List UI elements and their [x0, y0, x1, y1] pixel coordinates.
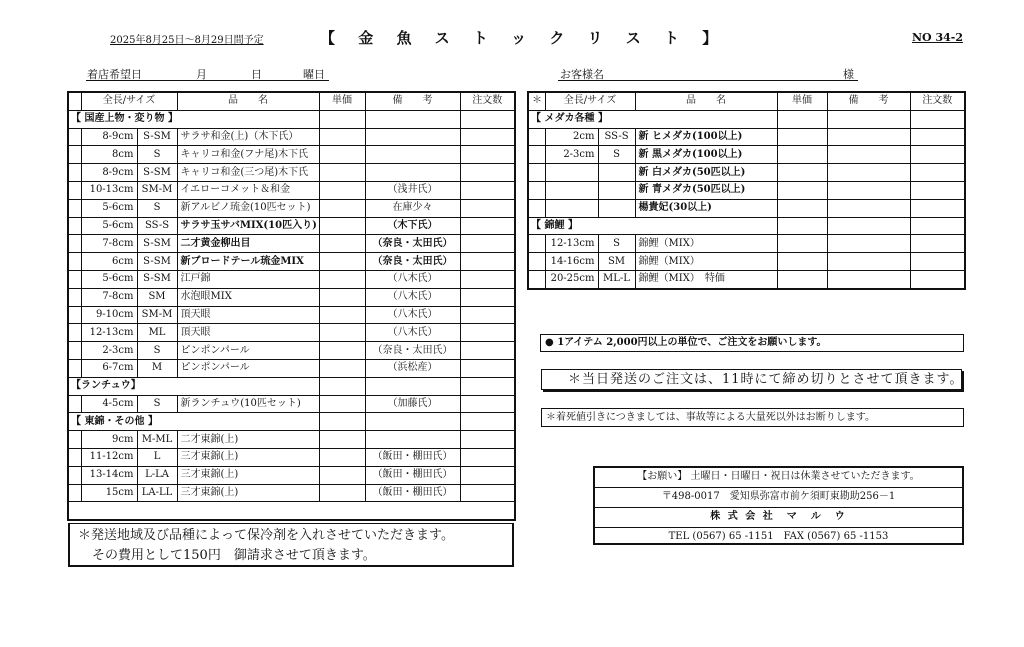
day-label: 日 [251, 68, 262, 81]
section-heading: 【 メダカ各種 】 [528, 110, 777, 128]
size-cell: S-SM [137, 164, 177, 182]
item-name-cell: キャリコ和金(フナ尾)木下氏 [177, 146, 319, 164]
size-cell: M [137, 359, 177, 377]
star-cell[interactable] [528, 199, 545, 217]
qty-cell[interactable] [460, 324, 515, 342]
qty-cell[interactable] [910, 181, 965, 199]
remarks-cell [827, 164, 910, 182]
qty-cell[interactable] [460, 288, 515, 306]
table-row [68, 306, 515, 324]
size-cell: LA-LL [137, 484, 177, 502]
star-cell[interactable] [68, 342, 81, 360]
price-cell[interactable] [319, 342, 365, 360]
size-cell: S [137, 342, 177, 360]
remarks-cell: （木下氏） [365, 217, 460, 235]
size-cell: S-SM [137, 128, 177, 146]
price-cell[interactable] [319, 431, 365, 449]
remarks-cell [365, 377, 460, 395]
qty-cell[interactable] [910, 164, 965, 182]
price-cell[interactable] [319, 164, 365, 182]
table-row [68, 181, 515, 199]
size-cell: L [137, 448, 177, 466]
star-cell[interactable] [528, 235, 545, 253]
same-day-deadline-note: ＊当日発送のご注文は、11時にて締め切りとさせて頂きます。 [541, 369, 962, 390]
qty-cell[interactable] [460, 448, 515, 466]
table-row [528, 164, 965, 182]
qty-cell[interactable] [460, 199, 515, 217]
length-cell: 12-13cm [545, 235, 598, 253]
length-cell [545, 181, 598, 199]
month-label: 月 [196, 68, 207, 81]
price-cell[interactable] [319, 110, 365, 128]
length-cell: 2-3cm [545, 146, 598, 164]
item-name-cell: 頂天眼 [177, 324, 319, 342]
price-cell[interactable] [319, 288, 365, 306]
star-column-header: ＊ [528, 92, 545, 110]
table-row [68, 288, 515, 306]
star-cell[interactable] [68, 306, 81, 324]
length-cell: 5-6cm [81, 199, 137, 217]
qty-cell[interactable] [460, 377, 515, 395]
remarks-cell [827, 181, 910, 199]
size-cell [598, 164, 635, 182]
qty-cell[interactable] [910, 146, 965, 164]
length-cell: 12-13cm [81, 324, 137, 342]
qty-column-header: 注文数 [910, 92, 965, 110]
cooling-note-line-2: その費用として150円 御請求させて頂きます。 [92, 548, 376, 563]
star-cell[interactable] [68, 270, 81, 288]
qty-cell[interactable] [460, 306, 515, 324]
price-cell[interactable] [319, 270, 365, 288]
table-row [68, 431, 515, 449]
section-heading: 【 東錦・その他 】 [68, 413, 319, 431]
remarks-cell [365, 110, 460, 128]
item-name-cell: 頂天眼 [177, 306, 319, 324]
price-cell[interactable] [319, 128, 365, 146]
company-info-box [593, 466, 964, 545]
length-cell: 6cm [81, 253, 137, 271]
qty-cell[interactable] [460, 270, 515, 288]
table-header-row [68, 92, 515, 110]
goldfish-stock-table [67, 91, 516, 521]
size-cell: SM [137, 288, 177, 306]
length-cell: 9-10cm [81, 306, 137, 324]
qty-cell[interactable] [460, 110, 515, 128]
star-cell[interactable] [68, 448, 81, 466]
arrival-date-field[interactable] [86, 80, 329, 81]
qty-cell[interactable] [910, 199, 965, 217]
qty-cell[interactable] [460, 395, 515, 413]
length-cell: 8cm [81, 146, 137, 164]
length-cell: 7-8cm [81, 288, 137, 306]
table-row [528, 270, 965, 288]
star-cell[interactable] [68, 128, 81, 146]
star-cell[interactable] [528, 164, 545, 182]
size-cell: L-LA [137, 466, 177, 484]
item-name-cell: 三才東錦(上) [177, 466, 319, 484]
price-cell[interactable] [319, 466, 365, 484]
star-cell[interactable] [68, 146, 81, 164]
remarks-cell [365, 164, 460, 182]
remarks-cell: （加藤氏） [365, 395, 460, 413]
price-cell[interactable] [319, 217, 365, 235]
remarks-cell [827, 253, 910, 271]
qty-cell[interactable] [460, 484, 515, 502]
remarks-cell [827, 146, 910, 164]
size-cell: S [137, 199, 177, 217]
table-row [68, 448, 515, 466]
price-cell[interactable] [319, 377, 365, 395]
price-cell[interactable] [319, 181, 365, 199]
qty-cell[interactable] [460, 146, 515, 164]
price-cell[interactable] [319, 324, 365, 342]
blank-cell [68, 502, 515, 520]
blank-row [68, 502, 515, 520]
minimum-order-note: ● 1アイテム 2,000円以上の単位で、ご注文をお願いします。 [540, 334, 964, 352]
star-cell[interactable] [68, 235, 81, 253]
price-cell[interactable] [319, 448, 365, 466]
length-cell: 5-6cm [81, 270, 137, 288]
holiday-notice: 【お願い】 土曜日・日曜日・祝日は休業させていただきます。 [595, 468, 962, 488]
item-name-cell: 三才東錦(上) [177, 484, 319, 502]
table-row [68, 270, 515, 288]
star-cell[interactable] [68, 359, 81, 377]
size-cell: SM [598, 253, 635, 271]
remarks-cell [827, 217, 910, 235]
item-name-cell: 新 黒メダカ(100以上) [635, 146, 777, 164]
price-cell[interactable] [777, 181, 827, 199]
length-cell [545, 199, 598, 217]
price-cell[interactable] [319, 253, 365, 271]
price-cell[interactable] [777, 128, 827, 146]
star-cell[interactable] [68, 253, 81, 271]
table-row [68, 466, 515, 484]
remarks-cell: （奈良・太田氏） [365, 235, 460, 253]
price-column-header: 単価 [319, 92, 365, 110]
star-cell[interactable] [528, 270, 545, 288]
price-cell[interactable] [777, 164, 827, 182]
table-header-row [528, 92, 965, 110]
qty-cell[interactable] [460, 413, 515, 431]
table-row [528, 235, 965, 253]
size-cell: SS-S [598, 128, 635, 146]
section-heading: 【 錦鯉 】 [528, 217, 777, 235]
price-cell[interactable] [319, 146, 365, 164]
length-cell: 4-5cm [81, 395, 137, 413]
size-cell: S [137, 146, 177, 164]
remarks-cell: （飯田・棚田氏） [365, 448, 460, 466]
table-row [68, 128, 515, 146]
item-name-cell: 楊貴妃(30以上) [635, 199, 777, 217]
qty-cell[interactable] [910, 128, 965, 146]
star-cell[interactable] [68, 395, 81, 413]
star-cell[interactable] [68, 164, 81, 182]
table-row [68, 217, 515, 235]
table-row [68, 164, 515, 182]
section-heading: 【 国産上物・変り物 】 [68, 110, 319, 128]
qty-column-header: 注文数 [460, 92, 515, 110]
qty-cell[interactable] [460, 431, 515, 449]
size-cell: ML-L [598, 270, 635, 288]
qty-cell[interactable] [460, 466, 515, 484]
price-cell[interactable] [777, 217, 827, 235]
price-cell[interactable] [319, 395, 365, 413]
qty-cell[interactable] [460, 128, 515, 146]
star-cell[interactable] [68, 466, 81, 484]
page-title: 【 金 魚 ス ト ッ ク リ ス ト 】 [320, 29, 727, 47]
item-name-cell: 錦鯉（MIX） [635, 253, 777, 271]
table-row [68, 359, 515, 377]
section-row [68, 377, 515, 395]
company-name: 株 式 会 社 マ ル ウ [595, 508, 962, 528]
price-cell[interactable] [777, 110, 827, 128]
size-cell: S-SM [137, 270, 177, 288]
qty-cell[interactable] [460, 235, 515, 253]
section-row [68, 110, 515, 128]
qty-cell[interactable] [460, 253, 515, 271]
star-cell[interactable] [68, 324, 81, 342]
table-row [528, 253, 965, 271]
size-cell: S-SM [137, 253, 177, 271]
length-cell: 6-7cm [81, 359, 137, 377]
remarks-cell [827, 110, 910, 128]
length-cell [545, 164, 598, 182]
size-cell: SM-M [137, 306, 177, 324]
length-cell: 13-14cm [81, 466, 137, 484]
remarks-cell [365, 413, 460, 431]
price-cell[interactable] [777, 146, 827, 164]
star-cell[interactable] [68, 288, 81, 306]
star-cell[interactable] [68, 217, 81, 235]
remarks-cell: （八木氏） [365, 324, 460, 342]
size-cell: SS-S [137, 217, 177, 235]
item-name-cell: 新 ヒメダカ(100以上) [635, 128, 777, 146]
remarks-cell: （奈良・太田氏） [365, 342, 460, 360]
table-row [528, 128, 965, 146]
length-cell: 8-9cm [81, 128, 137, 146]
price-cell[interactable] [319, 306, 365, 324]
length-cell: 2cm [545, 128, 598, 146]
item-name-cell: 水泡眼MIX [177, 288, 319, 306]
price-cell[interactable] [319, 199, 365, 217]
item-name-cell: 二才黄金柳出目 [177, 235, 319, 253]
item-name-cell: 江戸錦 [177, 270, 319, 288]
qty-cell[interactable] [460, 342, 515, 360]
remarks-cell [827, 235, 910, 253]
company-contact: TEL (0567) 65 -1151 FAX (0567) 65 -1153 [668, 531, 889, 542]
customer-name-label: お客様名 [560, 68, 604, 81]
remarks-cell [365, 128, 460, 146]
size-cell [598, 199, 635, 217]
size-cell: S-SM [137, 235, 177, 253]
star-column-header [68, 92, 81, 110]
item-name-cell: 新 白メダカ(50匹以上) [635, 164, 777, 182]
table-row [528, 181, 965, 199]
length-cell: 2-3cm [81, 342, 137, 360]
table-row [68, 199, 515, 217]
document-number: NO 34-2 [912, 31, 963, 44]
table-row [68, 253, 515, 271]
medaka-koi-stock-table [527, 91, 966, 290]
price-cell[interactable] [319, 235, 365, 253]
size-cell [598, 181, 635, 199]
size-column-header: 全長/サイズ [545, 92, 635, 110]
length-cell: 15cm [81, 484, 137, 502]
qty-cell[interactable] [460, 217, 515, 235]
price-cell[interactable] [319, 359, 365, 377]
remarks-cell: （浜松産） [365, 359, 460, 377]
item-name-cell: サラサ和金(上)（木下氏） [177, 128, 319, 146]
qty-cell[interactable] [910, 110, 965, 128]
qty-cell[interactable] [910, 235, 965, 253]
company-address: 〒498-0017 愛知県弥富市前ケ須町東勘助256－1 [595, 488, 962, 508]
item-name-cell: 錦鯉（MIX） 特価 [635, 270, 777, 288]
remarks-cell: （八木氏） [365, 306, 460, 324]
honorific-label: 様 [843, 68, 854, 81]
star-cell[interactable] [68, 199, 81, 217]
remarks-cell: （八木氏） [365, 288, 460, 306]
star-cell[interactable] [528, 128, 545, 146]
table-row [68, 342, 515, 360]
cooling-note-line-1: ＊発送地域及び品種によって保冷剤を入れさせていただきます。 [78, 528, 454, 543]
arrival-date-label: 着店希望日 [87, 68, 142, 81]
price-cell[interactable] [777, 253, 827, 271]
remarks-cell: （奈良・太田氏） [365, 253, 460, 271]
section-row [528, 217, 965, 235]
qty-cell[interactable] [460, 181, 515, 199]
star-cell[interactable] [68, 484, 81, 502]
weekday-label: 曜日 [303, 68, 325, 81]
price-column-header: 単価 [777, 92, 827, 110]
schedule-date-range: 2025年8月25日～8月29日間予定 [110, 35, 264, 46]
remarks-cell [365, 146, 460, 164]
length-cell: 5-6cm [81, 217, 137, 235]
item-name-cell: イエローコメット＆和金 [177, 181, 319, 199]
qty-cell[interactable] [910, 253, 965, 271]
item-name-cell: 新ブロードテール琉金MIX [177, 253, 319, 271]
remarks-cell: （浅井氏） [365, 181, 460, 199]
star-cell[interactable] [528, 146, 545, 164]
item-name-cell: 錦鯉（MIX） [635, 235, 777, 253]
remarks-cell: （飯田・棚田氏） [365, 466, 460, 484]
item-name-cell: ピンポンパール [177, 342, 319, 360]
table-row [68, 146, 515, 164]
qty-cell[interactable] [460, 359, 515, 377]
length-cell: 14-16cm [545, 253, 598, 271]
remarks-cell: 在庫少々 [365, 199, 460, 217]
length-cell: 9cm [81, 431, 137, 449]
price-cell[interactable] [777, 199, 827, 217]
item-name-cell: 二才東錦(上) [177, 431, 319, 449]
item-name-cell: ピンポンパール [177, 359, 319, 377]
remarks-cell: （八木氏） [365, 270, 460, 288]
cooling-pack-note [68, 523, 514, 567]
size-cell: ML [137, 324, 177, 342]
star-cell[interactable] [68, 431, 81, 449]
customer-name-field[interactable] [558, 80, 858, 81]
table-row [68, 395, 515, 413]
qty-cell[interactable] [910, 270, 965, 288]
star-cell[interactable] [528, 253, 545, 271]
qty-cell[interactable] [460, 164, 515, 182]
remarks-cell [365, 431, 460, 449]
star-cell[interactable] [68, 181, 81, 199]
table-row [528, 199, 965, 217]
item-name-cell: キャリコ和金(三つ尾)木下氏 [177, 164, 319, 182]
size-column-header: 全長/サイズ [81, 92, 177, 110]
item-name-cell: 新 青メダカ(50匹以上) [635, 181, 777, 199]
size-cell: M-ML [137, 431, 177, 449]
table-row [68, 324, 515, 342]
star-cell[interactable] [528, 181, 545, 199]
length-cell: 7-8cm [81, 235, 137, 253]
price-cell[interactable] [319, 484, 365, 502]
remarks-column-header: 備 考 [827, 92, 910, 110]
length-cell: 11-12cm [81, 448, 137, 466]
price-cell[interactable] [319, 413, 365, 431]
length-cell: 20-25cm [545, 270, 598, 288]
remarks-cell [827, 199, 910, 217]
length-cell: 8-9cm [81, 164, 137, 182]
remarks-cell: （飯田・棚田氏） [365, 484, 460, 502]
item-name-cell: 三才東錦(上) [177, 448, 319, 466]
name-column-header: 品 名 [177, 92, 319, 110]
item-name-cell: 新アルビノ琉金(10匹セット) [177, 199, 319, 217]
item-name-cell: 新ランチュウ(10匹セット) [177, 395, 319, 413]
qty-cell[interactable] [910, 217, 965, 235]
length-cell: 10-13cm [81, 181, 137, 199]
remarks-cell [827, 270, 910, 288]
price-cell[interactable] [777, 270, 827, 288]
remarks-column-header: 備 考 [365, 92, 460, 110]
table-row [68, 484, 515, 502]
size-cell: SM-M [137, 181, 177, 199]
section-heading: 【ランチュウ】 [68, 377, 319, 395]
item-name-cell: サラサ玉サバMIX(10匹入り) [177, 217, 319, 235]
name-column-header: 品 名 [635, 92, 777, 110]
price-cell[interactable] [777, 235, 827, 253]
remarks-cell [827, 128, 910, 146]
size-cell: S [137, 395, 177, 413]
section-row [68, 413, 515, 431]
size-cell: S [598, 146, 635, 164]
size-cell: S [598, 235, 635, 253]
dead-fish-policy-note: ＊着死値引きにつきましては、事故等による大量死以外はお断りします。 [541, 408, 964, 427]
table-row [68, 235, 515, 253]
table-row [528, 146, 965, 164]
section-row [528, 110, 965, 128]
